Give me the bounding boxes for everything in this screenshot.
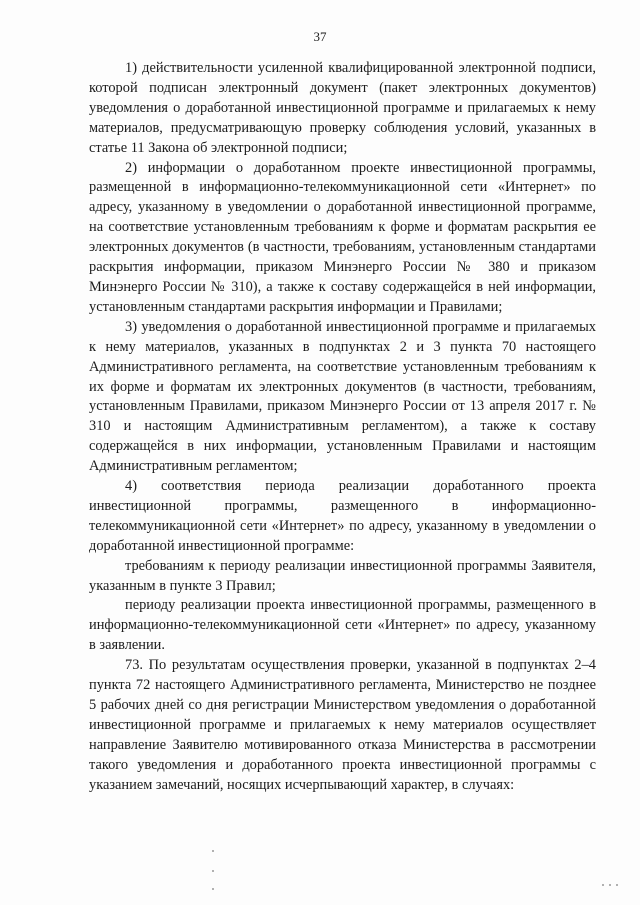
page-number: 37	[313, 29, 327, 44]
paragraph-clause-73: 73. По результатам осуществления проверки, указанной в подпунктах 2–4 пункта 72 настоящего Административного регламента, Министерство не позднее 5 рабочих дней со дня регистрации Министерством уведомления о доработанной инвестиционной программе и прилагаемых к нему материалов осуществляет направление Заявителю мотивированного отказа Министерства в рассмотрении такого уведомления и доработанного проекта инвестиционной программы с указанием замечаний, носящих исчерпывающий характер, в случаях:	[89, 657, 596, 793]
scan-speck	[602, 884, 604, 886]
paragraph-project-period: периоду реализации проекта инвестиционной программы, размещенного в информационно-телекоммуникационной сети «Интернет» по адресу, указанному в заявлении.	[89, 597, 596, 654]
scan-speck	[212, 888, 214, 890]
scan-speck	[609, 884, 611, 886]
document-body	[89, 59, 596, 796]
paragraph-subitem-2: 2) информации о доработанном проекте инвестиционной программы, размещенной в информационно-телекоммуникационной сети «Интернет» по адресу, указанному в уведомлении о доработанной инвестиционной программе, на соответствие установленным требованиям к форме и форматам раскрытия ее электронных документов (в частности, требованиям, установленным стандартами раскрытия информации, приказом Минэнерго России № 380 и приказом Минэнерго России № 310), а также к составу содержащейся в ней информации, установленным стандартами раскрытия информации и Правилами;	[89, 159, 596, 315]
paragraph-requirement-period: требованиям к периоду реализации инвестиционной программы Заявителя, указанным в пункте 3 Правил;	[89, 557, 596, 594]
scan-speck	[212, 870, 214, 872]
scan-speck	[616, 884, 618, 886]
paragraph-subitem-1: 1) действительности усиленной квалифицированной электронной подписи, которой подписан электронный документ (пакет электронных документов) уведомления о доработанной инвестиционной программе и прилагаемых к нему материалов, предусматривающую проверку соблюдения условий, указанных в статье 11 Закона об электронной подписи;	[89, 60, 596, 156]
paragraph-subitem-4: 4) соответствия периода реализации доработанного проекта инвестиционной программы, размещенного в информационно-телекоммуникационной сети «Интернет» по адресу, указанному в уведомлении о доработанной инвестиционной программе:	[89, 478, 596, 554]
scan-speck	[212, 850, 214, 852]
paragraph-subitem-3: 3) уведомления о доработанной инвестиционной программе и прилагаемых к нему материалов, указанных в подпунктах 2 и 3 пункта 70 настоящего Административного регламента, на соответствие установленным требованиям к их форме и форматам их электронных документов (в частности, требованиям, установленным Правилами, приказом Минэнерго России от 13 апреля 2017 г. № 310 и настоящим Административным регламентом), а также к составу содержащейся в них информации, установленным Правилами и настоящим Административным регламентом;	[89, 318, 596, 475]
